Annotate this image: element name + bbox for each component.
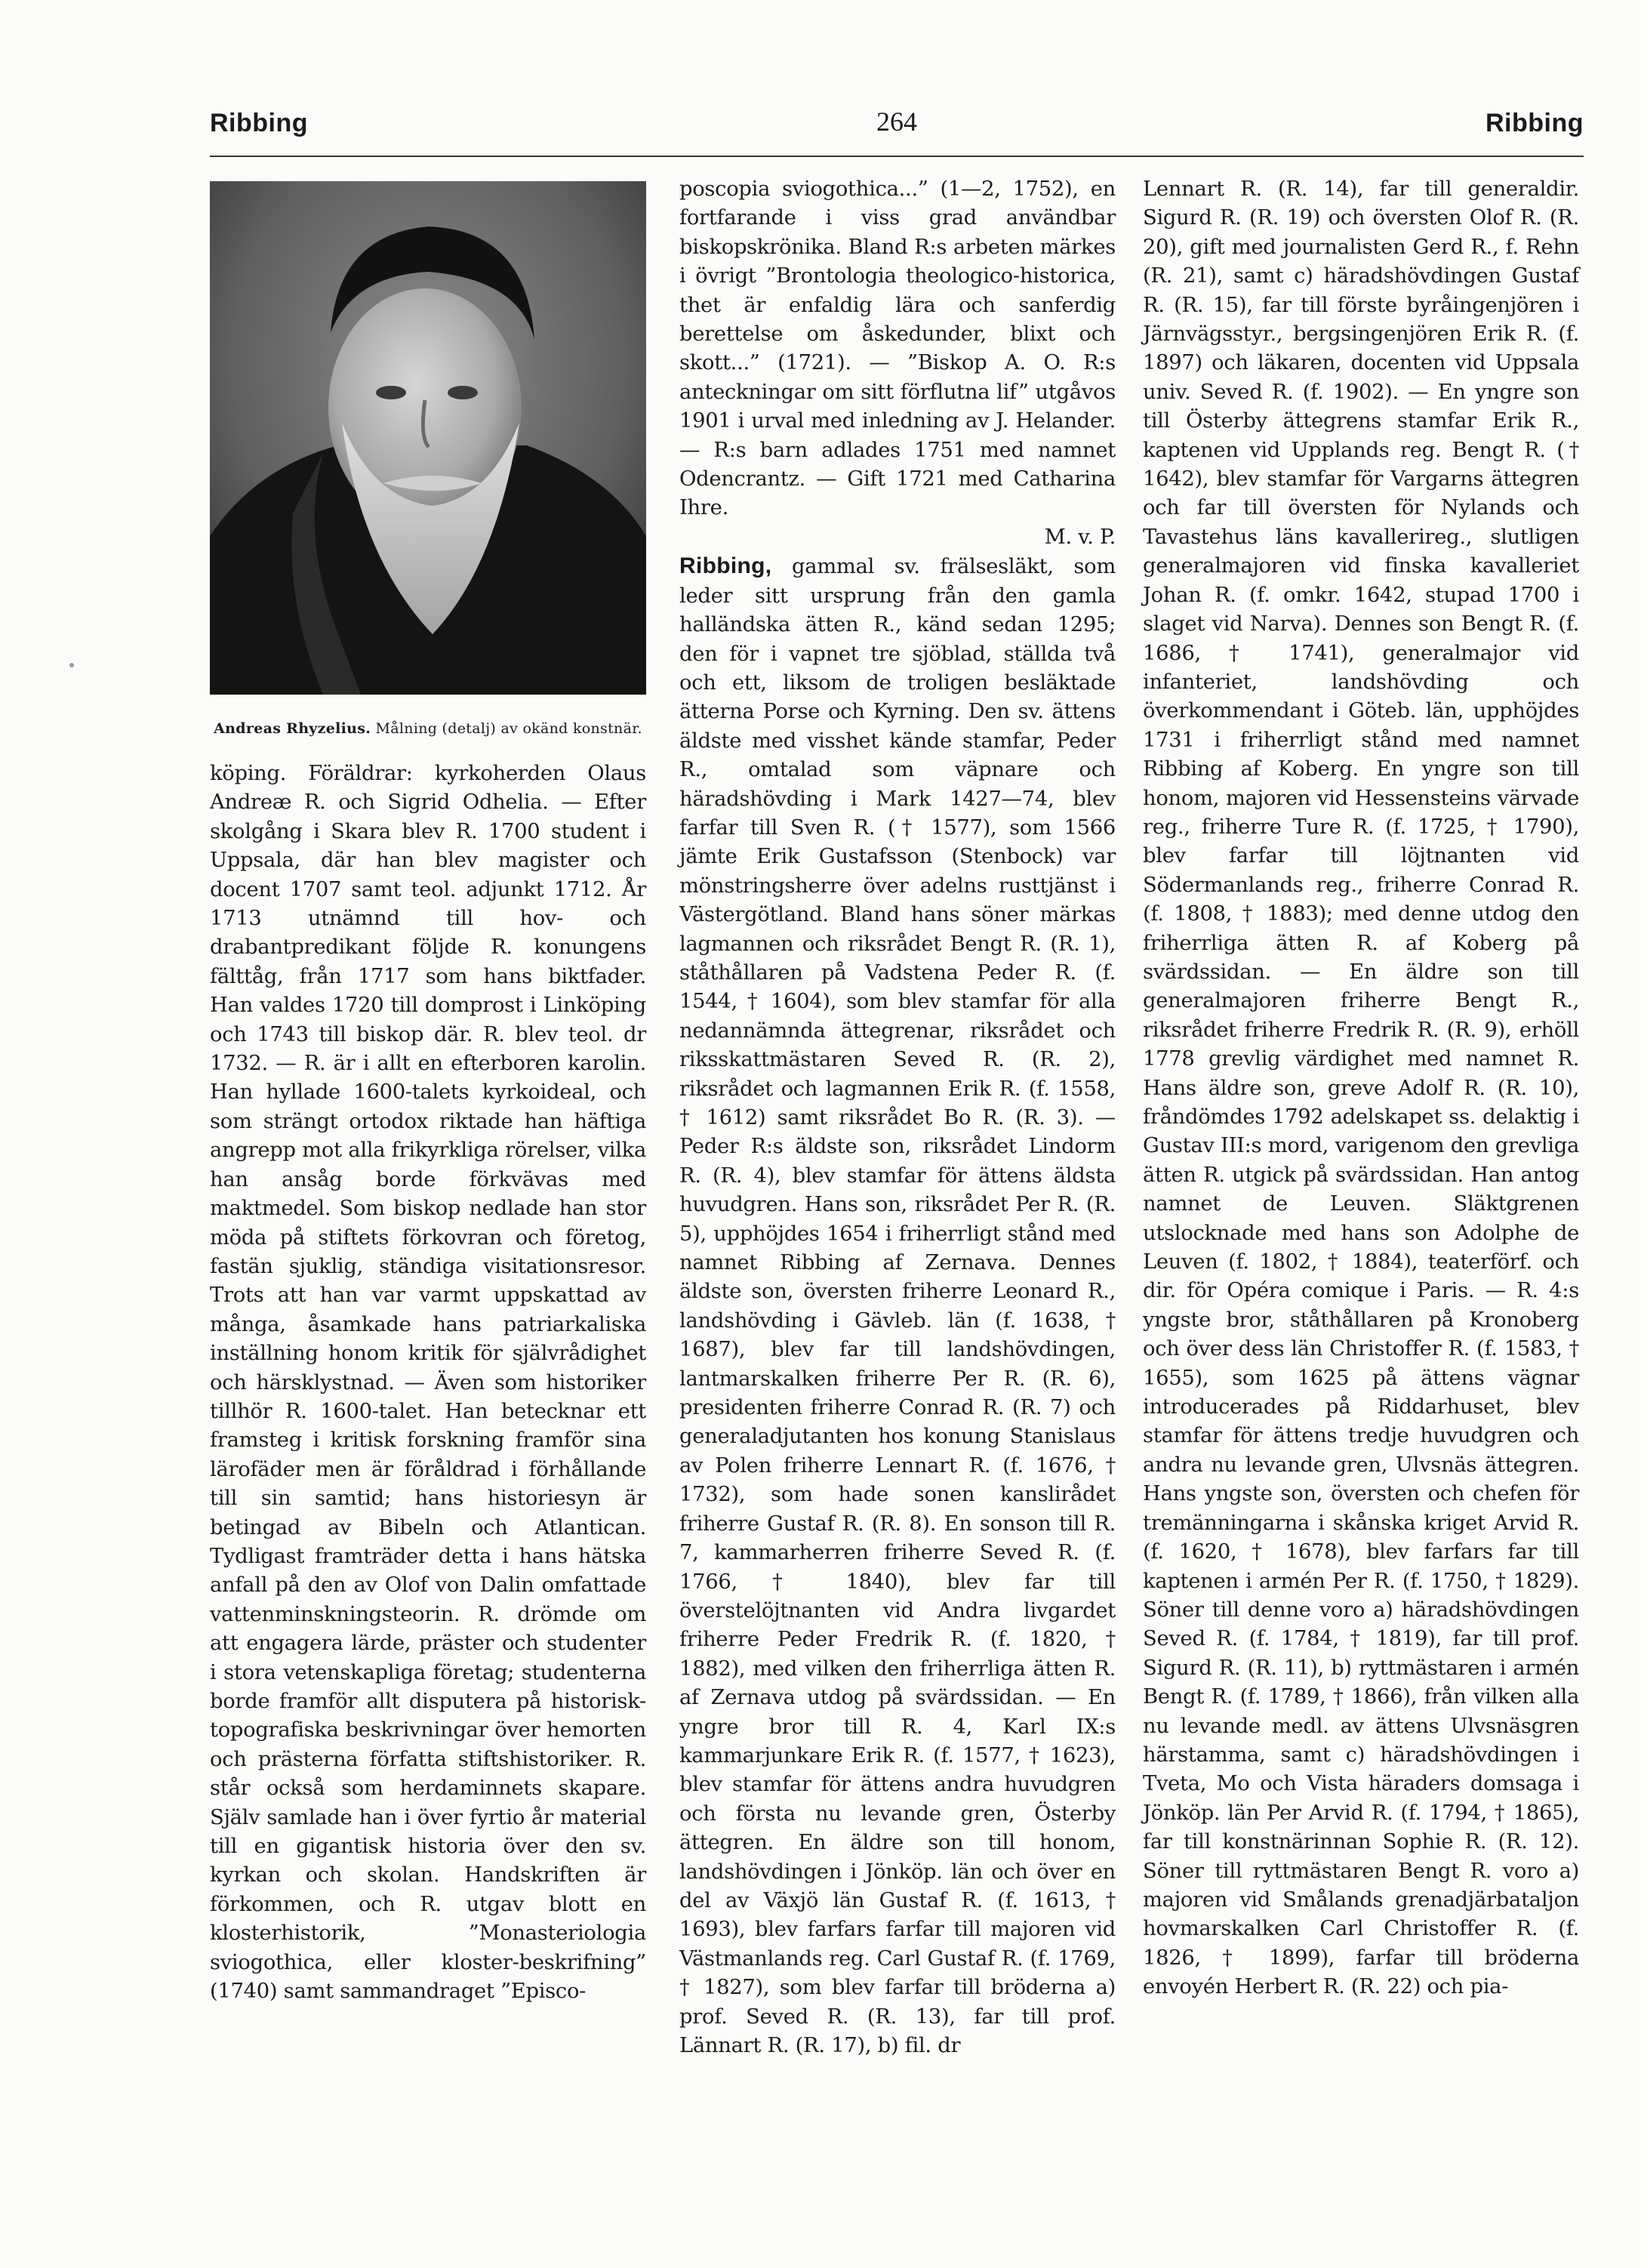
running-head — [210, 106, 1584, 151]
entry-ribbing — [679, 552, 1116, 2060]
caption-name: Andreas Rhyzelius. — [214, 720, 371, 737]
body-text-col3: Lennart R. (R. 14), far till generaldir. Sigurd R. (R. 19) och översten Olof R. (R. 20), gift med journalisten Gerd R., f. Rehn (R. 21), samt c) häradshövdingen Gustaf R. (R. 15), far till förste byråingenjören i Järnvägsstyr., bergsingenjören Erik R. (f. 1897) och läkaren, docenten vid Uppsala univ. Seved R. (f. 1902). — En yngre son till Österby ättegrens stamfar Erik R., kaptenen vid Upplands reg. Bengt R. († 1642), blev stamfar för Vargarns ättegren och far till översten för Nylands och Tavastehus läns kavallerireg., slutligen generalmajoren vid finska kavalleriet Johan R. (f. omkr. 1642, stupad 1700 i slaget vid Narva). Dennes son Bengt R. (f. 1686, † 1741), generalmajor vid infanteriet, landshövding och överkommendant i Göteb. län, upphöjdes 1731 i friherrligt stånd med namnet Ribbing af Koberg. En yngre son till honom, majoren vid Hessensteins värvade reg., friherre Ture R. (f. 1725, † 1790), blev farfar till löjtnanten vid Södermanlands reg., friherre Conrad R. (f. 1808, † 1883); med denne utdog den friherrliga ätten R. af Koberg på svärdssidan. — En äldre son till generalmajoren friherre Bengt R., riksrådet friherre Fredrik R. (R. 9), erhöll 1778 grevlig värdighet med namnet R. Hans äldre son, greve Adolf R. (R. 10), fråndömdes 1792 adelskapet ss. delaktig i Gustav III:s mord, varigenom den grevliga ätten R. utgick på svärdssidan. Han antog namnet de Leuven. Släktgrenen utslocknade med hans son Adolphe de Leuven (f. 1802, † 1884), teaterförf. och dir. för Opéra comique i Paris. — R. 4:s yngste bror, ståthållaren på Kronoberg och över dess län Christoffer R. (f. 1583, † 1655), som 1625 på ättens vägnar introducerades på Riddarhuset, blev stamfar för ättens tredje huvudgren och andra nu levande gren, Ulvsnäs ättegren. Hans yngste son, översten och chefen för tremänningarna i skånska kriget Arvid R. (f. 1620, † 1678), blev farfars far till kaptenen i armén Per R. (f. 1750, † 1829). Söner till denne voro a) häradshövdingen Seved R. (f. 1784, † 1819), far till prof. Sigurd R. (R. 11), b) ryttmästaren i armén Bengt R. (f. 1789, † 1866), från vilken alla nu levande medl. av ättens Ulvsnäsgren härstamma, samt c) häradshövdingen i Tveta, Mo och Vista häraders domsaga i Jönköp. län Per Arvid R. (f. 1794, † 1865), far till konstnärinnan Sophie R. (R. 12). Söner till ryttmästaren Bengt R. voro a) majoren vid Smålands grenadjärbataljon hovmarskalken Carl Christoffer R. (f. 1826, † 1899), farfar till bröderna envoyén Herbert R. (R. 22) och pia- — [1143, 177, 1579, 1999]
running-head-left: Ribbing — [210, 109, 309, 137]
author-signature: M. v. P. — [1044, 525, 1116, 549]
column-2 — [679, 175, 1116, 2060]
caption-text: Målning (detalj) av okänd konstnär. — [371, 720, 642, 737]
page-number: 264 — [876, 106, 917, 137]
figure-caption — [210, 719, 646, 738]
margin-dot — [69, 663, 74, 667]
portrait-image — [210, 181, 646, 695]
body-text-col1: köping. Föräldrar: kyrkoherden Olaus Andreæ R. och Sigrid Odhelia. — Efter skolgång i Skara blev R. 1700 student i Uppsala, där han blev magister och docent 1707 samt teol. adjunkt 1712. År 1713 utnämnd till hov- och drabantpredikant följde R. konungens fälttåg, från 1717 som hans biktfader. Han valdes 1720 till domprost i Linköping och 1743 till biskop där. R. blev teol. dr 1732. — R. är i allt en efterboren karolin. Han hyllade 1600-talets kyrkoideal, och som strängt ortodox riktade han häftiga angrepp mot alla frikyrkliga rörelser, vilka han ansåg borde förkvävas med maktmedel. Som biskop nedlade han stor möda på stiftets förkovran och företog, fastän sjuklig, ständiga visitationsresor. Trots att han var varmt uppskattad av många, åsamkade hans patriarkaliska inställning honom kritik för självrådighet och härsklystnad. — Även som historiker tillhör R. 1600-talet. Han betecknar ett framsteg i kritisk forskning framför sina lärofäder men är föråldrad i förhållande till sin samtid; hans historiesyn är betingad av Bibeln och Atlantican. Tydligast framträder detta i hans hätska anfall på den av Olof von Dalin omfattade vattenminskningsteorin. R. drömde om att engagera lärde, präster och studenter i stora vetenskapliga företag; studenterna borde framför allt disputera på historisk-topografiska beskrivningar över hemorten och prästerna författa stiftshistoriker. R. står också som herdaminnets skapare. Själv samlade han i över fyrtio år material till en gigantisk historia över den sv. kyrkan och skolan. Handskriften är förkommen, och R. utgav blott en klosterhistorik, ”Monasteriologia sviogothica, eller kloster-beskrifning” (1740) samt sammandraget ”Episco- — [210, 762, 646, 2004]
column-1 — [210, 175, 646, 2006]
body-text-col2-paragraph-2: gammal sv. frälsesläkt, som leder sitt ursprung från den gamla halländska ätten R., känd sedan 1295; den för i vapnet tre sjöblad, ställda två och ett, liksom de troligen besläktade ätterna Porse och Kyrning. Den sv. ättens äldste med visshet kände stamfar, Peder R., omtalad som väpnare och häradshövding i Mark 1427—74, blev farfar till Sven R. († 1577), som 1566 jämte Erik Gustafsson (Stenbock) var mönstringsherre över adelns rusttjänst i Västergötland. Bland hans söner märkas lagmannen och riksrådet Bengt R. (R. 1), ståthållaren på Vadstena Peder R. (f. 1544, † 1604), som blev stamfar för alla nedannämnda ättegrenar, riksrådet och riksskattmästaren Seved R. (R. 2), riksrådet och lagmannen Erik R. (f. 1558, † 1612) samt riksrådet Bo R. (R. 3). — Peder R:s äldste son, riksrådet Lindorm R. (R. 4), blev stamfar för ättens äldsta huvudgren. Hans son, riksrådet Per R. (R. 5), upphöjdes 1654 i friherrligt stånd med namnet Ribbing af Zernava. Dennes äldste son, översten friherre Leonard R., landshövding i Gävleb. län (f. 1638, † 1687), blev far till landshövdingen, lantmarskalken friherre Per R. (R. 6), presidenten friherre Conrad R. (R. 7) och generaladjutanten hos konung Stanislaus av Polen friherre Lennart R. (f. 1676, † 1732), som hade sonen kanslirådet friherre Gustaf R. (R. 8). En sonson till R. 7, kammarherren friherre Seved R. (f. 1766, † 1840), blev far till överstelöjtnanten vid Andra livgardet friherre Peder Fredrik R. (f. 1820, † 1882), med vilken den friherrliga ätten R. af Zernava utdog på svärdssidan. — En yngre bror till R. 4, Karl IX:s kammarjunkare Erik R. (f. 1577, † 1623), blev stamfar för ättens andra huvudgren och första nu levande gren, Österby ättegren. En äldre son till honom, landshövdingen i Jönköp. län och över en del av Växjö län Gustaf R. (f. 1613, † 1693), blev farfars farfar till majoren vid Västmanlands reg. Carl Gustaf R. (f. 1769, † 1827), som blev farfar till bröderna a) prof. Seved R. (R. 13), far till prof. Lännart R. (R. 17), b) fil. dr — [679, 555, 1116, 2057]
running-head-right: Ribbing — [1485, 109, 1584, 137]
body-text-col2-paragraph-1: poscopia sviogothica...” (1—2, 1752), en fortfarande i viss grad användbar biskopskrönika. Bland R:s arbeten märkes i övrigt ”Brontologia theologico-historica, thet är enfaldig lära och sanferdig berettelse om åskedunder, blixt och skott...” (1721). — ”Biskop A. O. R:s anteckningar om sitt förflutna lif” utgåvos 1901 i urval med inledning av J. Helander. — R:s barn adlades 1751 med namnet Odencrantz. — Gift 1721 med Catharina Ihre. — [679, 177, 1116, 520]
header-rule — [210, 156, 1584, 157]
column-3 — [1143, 175, 1579, 2002]
headword: Ribbing, — [679, 553, 772, 579]
portrait-figure — [210, 181, 646, 738]
